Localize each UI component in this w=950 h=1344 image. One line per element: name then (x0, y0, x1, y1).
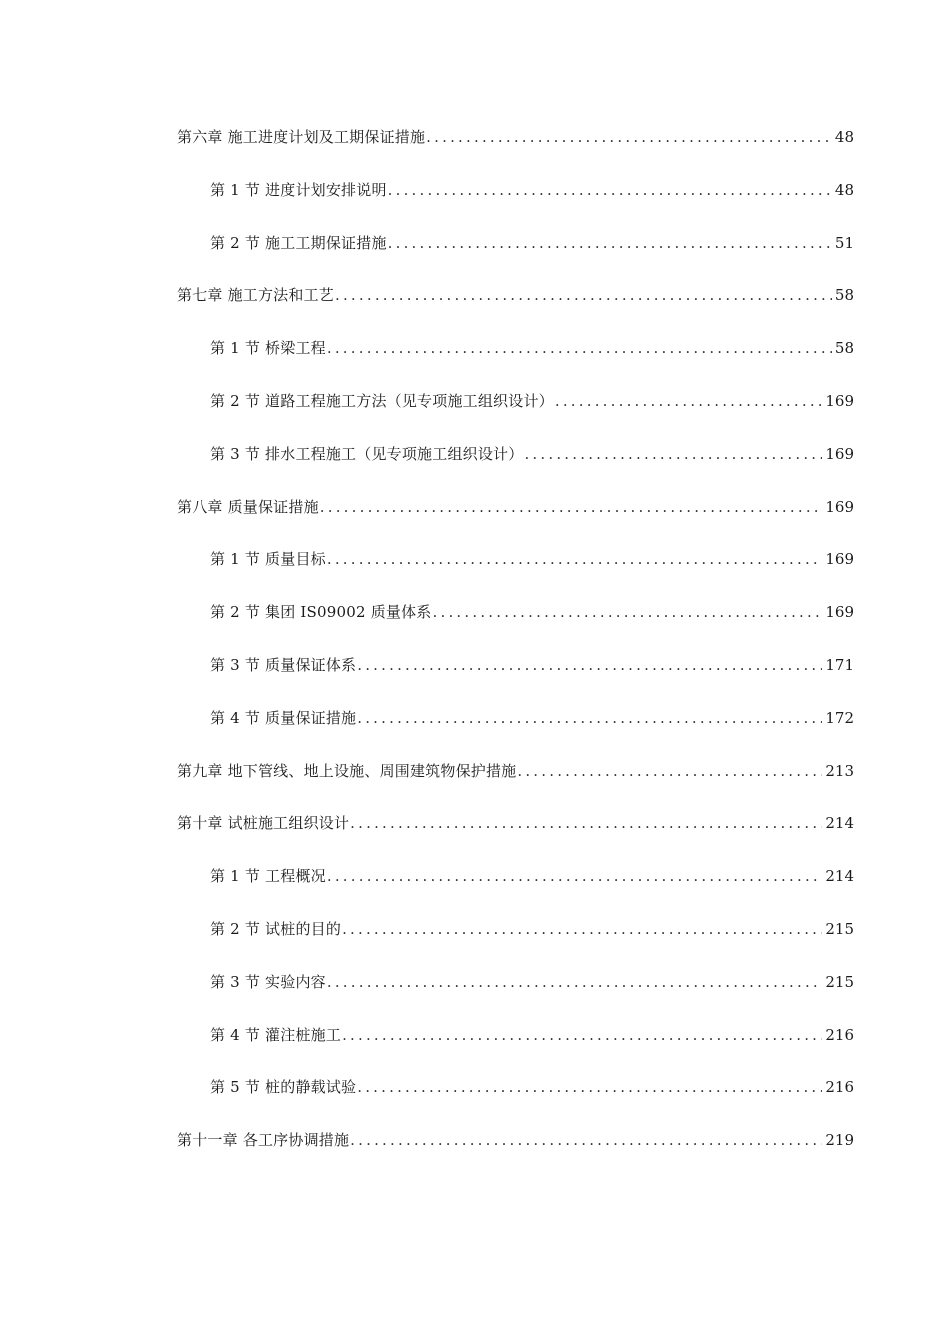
toc-entry-title: 第 5 节 桩的静载试验 (210, 1078, 357, 1097)
toc-section-7-2[interactable] (0, 388, 950, 441)
toc-section-10-1[interactable] (0, 863, 950, 916)
toc-page-number: 169 (825, 391, 854, 410)
toc-dot-leader (327, 863, 823, 889)
toc-section-10-5[interactable] (0, 1074, 950, 1127)
toc-page-number: 216 (825, 1025, 854, 1044)
toc-dot-leader (517, 758, 822, 784)
toc-section-6-1[interactable] (0, 177, 950, 230)
toc-dot-leader (357, 705, 822, 731)
toc-page-number: 216 (825, 1078, 854, 1097)
toc-page-number: 214 (825, 867, 854, 886)
toc-section-7-1[interactable] (0, 335, 950, 388)
toc-dot-leader (357, 1074, 822, 1100)
toc-chapter-9[interactable] (0, 758, 950, 811)
toc-page-number: 214 (825, 814, 854, 833)
toc-chapter-6[interactable] (0, 124, 950, 177)
toc-entry-title: 第 1 节 桥梁工程 (210, 339, 326, 358)
toc-page-number: 51 (834, 233, 854, 252)
toc-page-number: 169 (825, 603, 854, 622)
toc-dot-leader (327, 546, 823, 572)
toc-entry-title: 第 3 节 实验内容 (210, 972, 326, 991)
toc-page-number: 171 (825, 655, 854, 674)
toc-section-10-2[interactable] (0, 916, 950, 969)
toc-dot-leader (327, 335, 832, 361)
toc-entry-title: 第 2 节 试桩的目的 (210, 919, 342, 938)
toc-entry-title: 第十章 试桩施工组织设计 (177, 814, 350, 833)
toc-entry-title: 第六章 施工进度计划及工期保证措施 (177, 128, 426, 146)
toc-section-7-3[interactable] (0, 441, 950, 494)
toc-entry-title: 第 3 节 质量保证体系 (210, 655, 357, 674)
toc-dot-leader (357, 652, 822, 678)
toc-dot-leader (320, 494, 823, 520)
toc-section-10-3[interactable] (0, 969, 950, 1022)
toc-dot-leader (426, 124, 832, 150)
toc-entry-title: 第七章 施工方法和工艺 (177, 286, 334, 305)
toc-dot-leader (350, 1127, 822, 1153)
toc-section-8-2[interactable] (0, 599, 950, 652)
toc-dot-leader (342, 916, 822, 942)
toc-page-number: 169 (825, 497, 854, 516)
toc-page-number: 219 (825, 1131, 854, 1150)
toc-entry-title: 第九章 地下管线、地上设施、周围建筑物保护措施 (177, 761, 517, 780)
toc-section-8-3[interactable] (0, 652, 950, 705)
toc-chapter-10[interactable] (0, 810, 950, 863)
toc-dot-leader (524, 441, 822, 467)
toc-dot-leader (335, 282, 832, 308)
table-of-contents (0, 124, 950, 1180)
toc-chapter-8[interactable] (0, 494, 950, 547)
toc-section-10-4[interactable] (0, 1022, 950, 1075)
toc-section-8-1[interactable] (0, 546, 950, 599)
toc-chapter-7[interactable] (0, 282, 950, 335)
toc-entry-title: 第 4 节 质量保证措施 (210, 708, 357, 727)
toc-dot-leader (327, 969, 823, 995)
toc-entry-title: 第 2 节 道路工程施工方法（见专项施工组织设计） (210, 391, 554, 410)
toc-page-number: 48 (834, 180, 854, 199)
toc-page-number: 58 (834, 339, 854, 358)
toc-dot-leader (342, 1022, 822, 1048)
toc-page-number: 58 (834, 286, 854, 305)
toc-entry-title: 第八章 质量保证措施 (177, 497, 319, 516)
toc-entry-title: 第 1 节 质量目标 (210, 550, 326, 569)
toc-dot-leader (388, 230, 832, 256)
toc-entry-title: 第 1 节 进度计划安排说明 (210, 180, 387, 199)
toc-entry-title: 第 2 节 集团 IS09002 质量体系 (210, 603, 432, 622)
toc-page-number: 215 (825, 972, 854, 991)
toc-dot-leader (433, 599, 823, 625)
toc-chapter-11[interactable] (0, 1127, 950, 1180)
toc-entry-title: 第 1 节 工程概况 (210, 867, 326, 886)
toc-page-number: 169 (825, 550, 854, 569)
toc-section-8-4[interactable] (0, 705, 950, 758)
toc-page-number: 215 (825, 919, 854, 938)
toc-page-number: 48 (834, 128, 854, 146)
toc-dot-leader (555, 388, 823, 414)
toc-entry-title: 第 3 节 排水工程施工（见专项施工组织设计） (210, 444, 524, 463)
toc-page-number: 172 (825, 708, 854, 727)
toc-entry-title: 第 4 节 灌注桩施工 (210, 1025, 342, 1044)
toc-page-number: 169 (825, 444, 854, 463)
toc-dot-leader (350, 810, 822, 836)
toc-entry-title: 第 2 节 施工工期保证措施 (210, 233, 387, 252)
toc-page-number: 213 (825, 761, 854, 780)
toc-entry-title: 第十一章 各工序协调措施 (177, 1131, 350, 1150)
toc-dot-leader (388, 177, 832, 203)
toc-section-6-2[interactable] (0, 230, 950, 283)
